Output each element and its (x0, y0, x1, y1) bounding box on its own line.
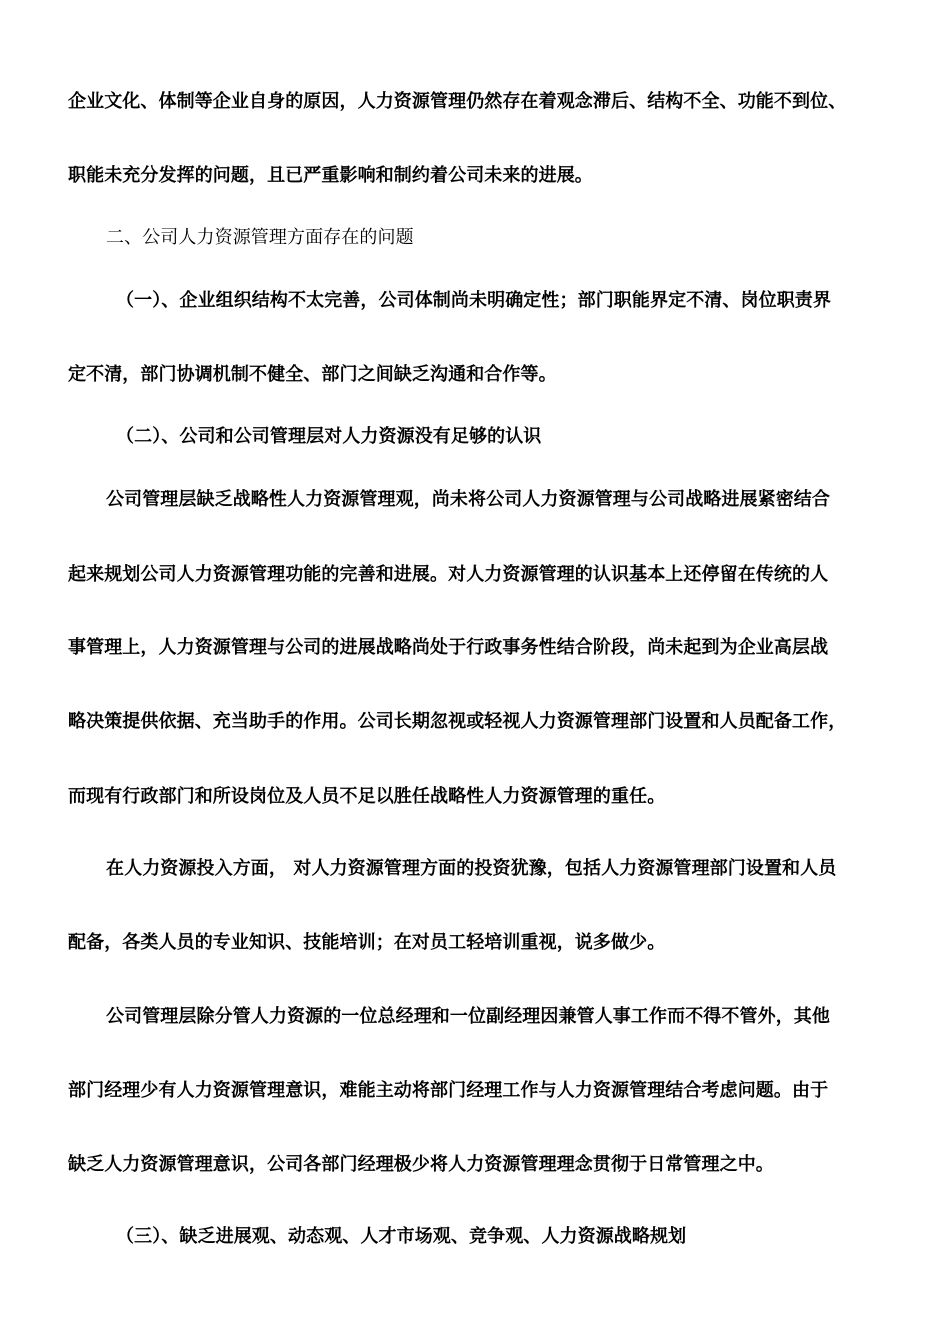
text-line: 起来规划公司人力资源管理功能的完善和进展。对人力资源管理的认识基本上还停留在传统的人 (68, 564, 829, 585)
text-line: 在人力资源投入方面， 对人力资源管理方面的投资犹豫，包括人力资源管理部门设置和人员 (106, 858, 837, 879)
text-line: 公司管理层缺乏战略性人力资源管理观，尚未将公司人力资源管理与公司战略进展紧密结合 (106, 489, 830, 510)
text-line: 职能未充分发挥的问题，且已严重影响和制约着公司未来的进展。 (68, 165, 593, 186)
subsection-heading: （一）、企业组织结构不太完善，公司体制尚未明确定性；部门职能界定不清、岗位职责界 (116, 290, 831, 311)
subsection-heading: （三）、缺乏进展观、动态观、人才市场观、竞争观、人力资源战略规划 (116, 1226, 687, 1247)
text-line: 略决策提供依据、充当助手的作用。公司长期忽视或轻视人力资源管理部门设置和人员配备工作， (68, 711, 847, 732)
text-line: 而现有行政部门和所设岗位及人员不足以胜任战略性人力资源管理的重任。 (68, 786, 666, 807)
text-line: 部门经理少有人力资源管理意识，难能主动将部门经理工作与人力资源管理结合考虑问题。由于 (68, 1080, 829, 1101)
text-line: 缺乏人力资源管理意识，公司各部门经理极少将人力资源管理理念贯彻于日常管理之中。 (68, 1154, 774, 1175)
section-heading: 二、公司人力资源管理方面存在的问题 (106, 227, 414, 248)
text-line: 企业文化、体制等企业自身的原因，人力资源管理仍然存在着观念滞后、结构不全、功能不到位、 (68, 91, 847, 112)
subsection-heading: （二）、公司和公司管理层对人力资源没有足够的认识 (116, 426, 542, 447)
text-line: 定不清，部门协调机制不健全、部门之间缺乏沟通和合作等。 (68, 364, 557, 385)
text-line: 公司管理层除分管人力资源的一位总经理和一位副经理因兼管人事工作而不得不管外，其他 (106, 1006, 830, 1027)
text-line: 事管理上，人力资源管理与公司的进展战略尚处于行政事务性结合阶段，尚未起到为企业高层战 (68, 637, 829, 658)
text-line: 配备，各类人员的专业知识、技能培训；在对员工轻培训重视，说多做少。 (68, 932, 666, 953)
